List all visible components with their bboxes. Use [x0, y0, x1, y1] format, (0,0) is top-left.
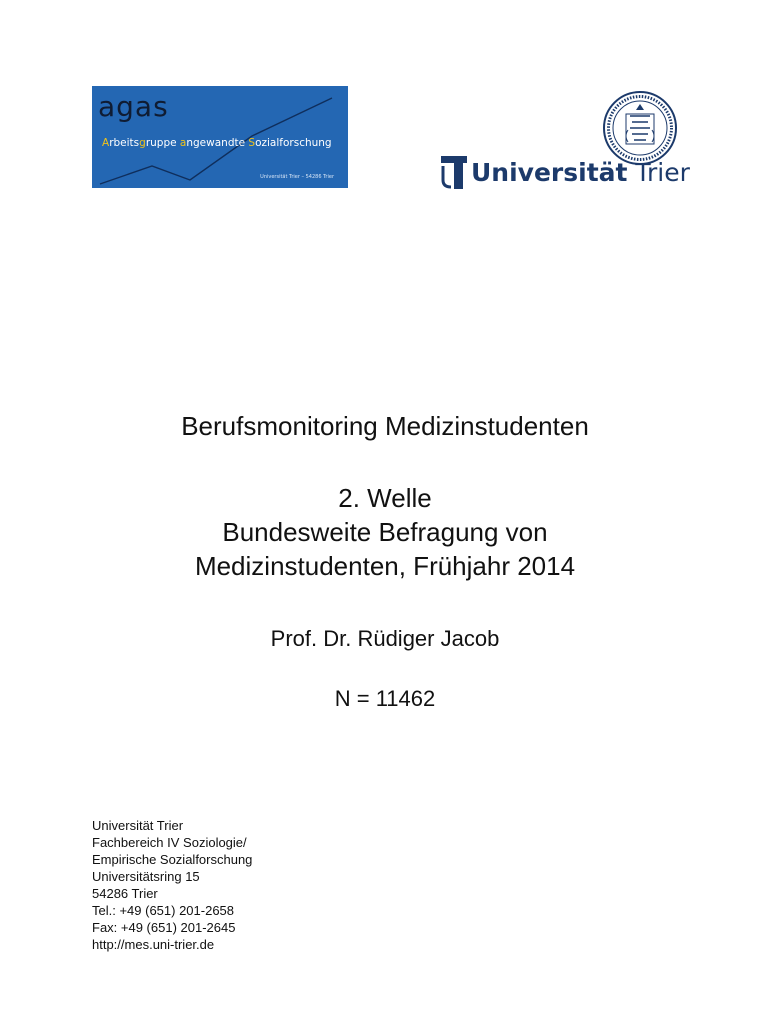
- address-line: 54286 Trier: [92, 886, 158, 901]
- survey-description-line2: Medizinstudenten, Frühjahr 2014: [194, 551, 576, 581]
- address-line: Universitätsring 15: [92, 869, 200, 884]
- university-seal-icon: [602, 90, 678, 166]
- report-title: Berufsmonitoring Medizinstudenten: [181, 411, 589, 441]
- contact-address: [92, 817, 252, 953]
- address-line: Fachbereich IV Soziologie/: [92, 835, 247, 850]
- fax-line: Fax: +49 (651) 201-2645: [92, 920, 236, 935]
- sample-size: N = 11462: [334, 686, 436, 711]
- university-mark-icon: [441, 156, 467, 190]
- address-line: Universität Trier: [92, 818, 184, 833]
- agas-logo: [92, 86, 348, 188]
- address-line: Empirische Sozialforschung: [92, 852, 253, 867]
- website-link[interactable]: http://mes.uni-trier.de: [92, 937, 215, 952]
- university-logo: [441, 156, 721, 190]
- author: Prof. Dr. Rüdiger Jacob: [270, 626, 500, 651]
- agas-address: Universität Trier – 54286 Trier: [260, 174, 334, 180]
- university-name: Universität Trier: [471, 158, 690, 187]
- report-subtitle: [0, 481, 770, 583]
- agas-wordmark: agas: [98, 90, 169, 123]
- wave-label: 2. Welle: [338, 483, 432, 513]
- agas-subtitle: Arbeitsgruppe angewandte Sozialforschung: [102, 137, 332, 149]
- phone-line: Tel.: +49 (651) 201-2658: [92, 903, 235, 918]
- survey-description-line1: Bundesweite Befragung von: [222, 517, 548, 547]
